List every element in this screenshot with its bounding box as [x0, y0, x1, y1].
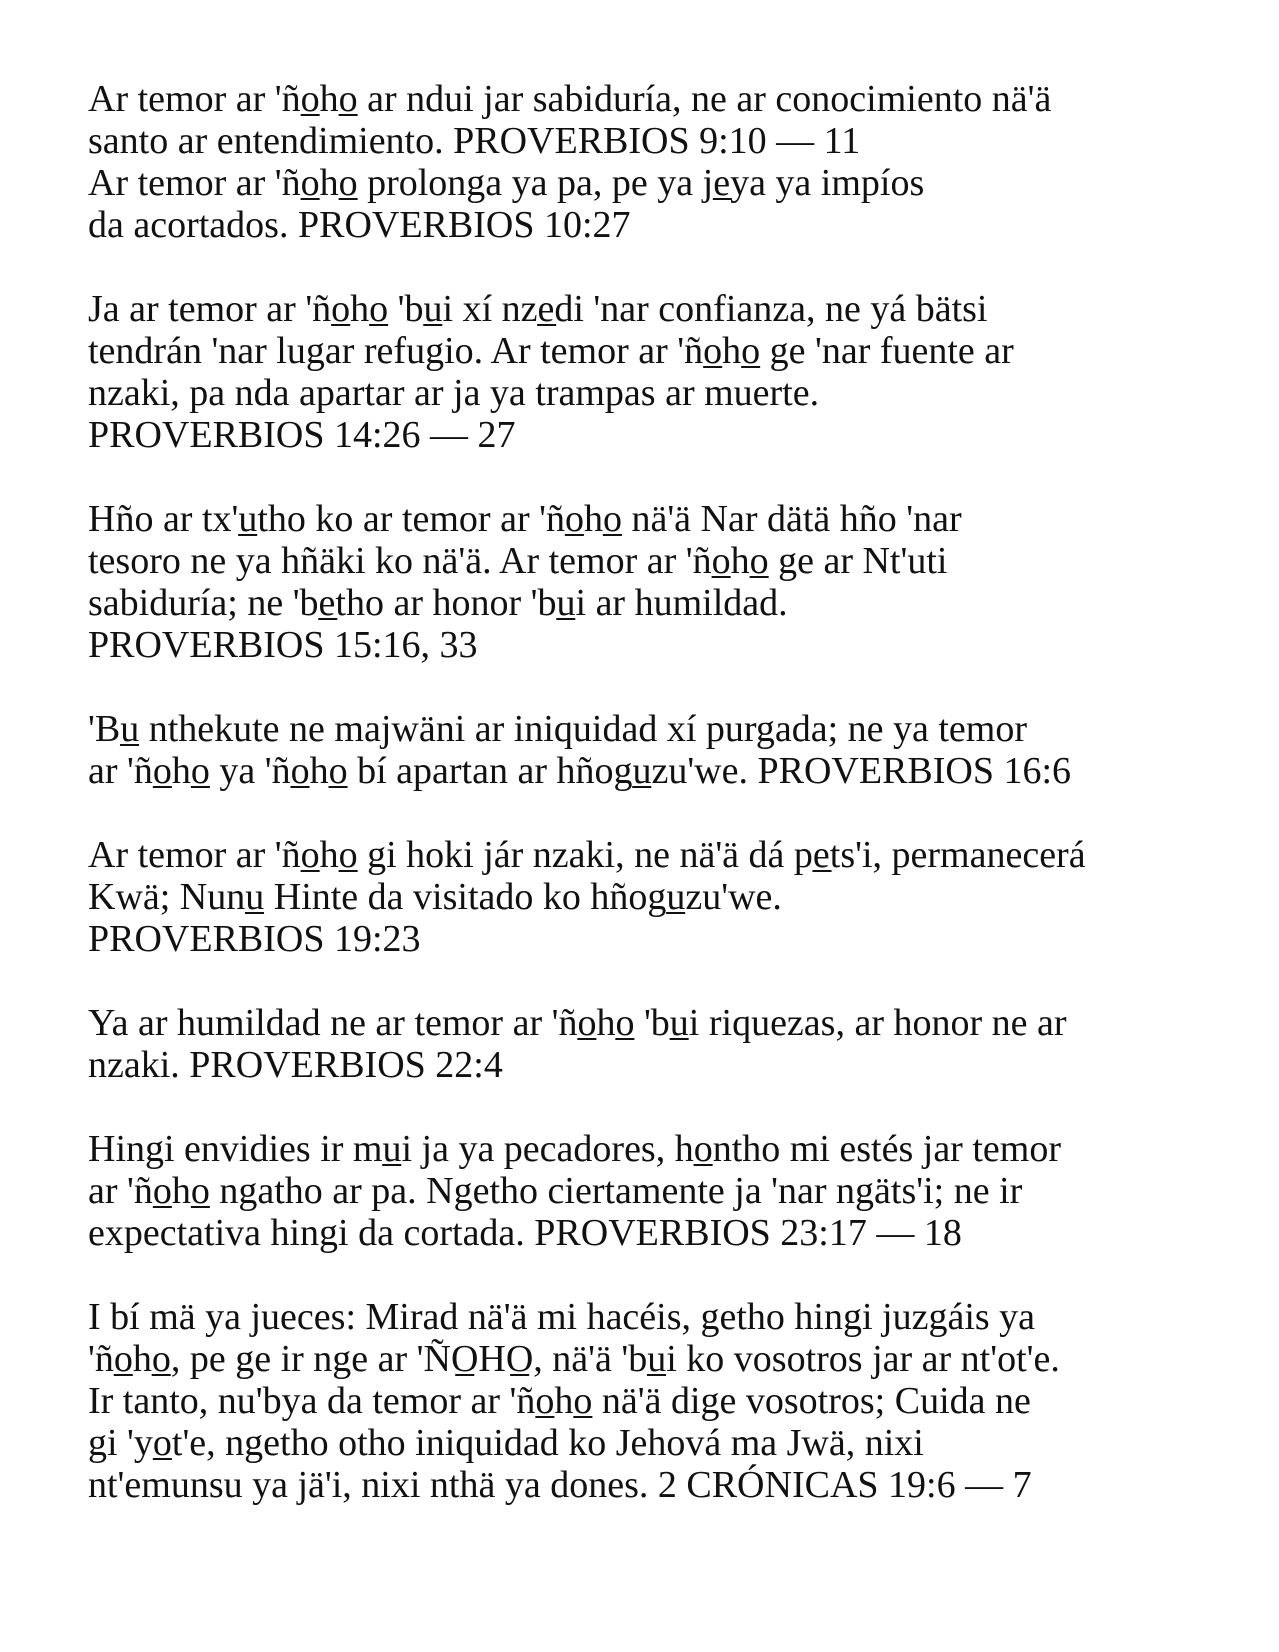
text-line: ar 'ño̲ho̲ ya 'ño̲ho̲ bí apartan ar hñogu̲zu'we. PROVERBIOS 16:6 — [88, 750, 1072, 792]
text-line: tesoro ne ya hñäki ko nä'ä. Ar temor ar 'ño̲ho̲ ge ar Nt'uti — [88, 540, 948, 582]
text-line: nt'emunsu ya jä'i, nixi nthä ya dones. 2 CRÓNICAS 19:6 — 7 — [88, 1464, 1032, 1506]
text-line: expectativa hingi da cortada. PROVERBIOS 23:17 — 18 — [88, 1212, 962, 1254]
paragraph-spacer — [88, 792, 1208, 834]
text-line: ar 'ño̲ho̲ ngatho ar pa. Ngetho ciertamente ja 'nar ngäts'i; ne ir — [88, 1170, 1023, 1212]
text-line: gi 'yo̲t'e, ngetho otho iniquidad ko Jehová ma Jwä, nixi — [88, 1422, 924, 1464]
paragraph-proverbios-16-6 — [88, 708, 1208, 792]
text-line: Hingi envidies ir mu̲i ja ya pecadores, ho̲ntho mi estés jar temor — [88, 1128, 1061, 1170]
paragraph-proverbios-15-16 — [88, 498, 1208, 666]
text-line: tendrán 'nar lugar refugio. Ar temor ar 'ño̲ho̲ ge 'nar fuente ar — [88, 330, 1014, 372]
paragraph-spacer — [88, 666, 1208, 708]
paragraph-2-cronicas-19-6 — [88, 1296, 1208, 1506]
document-page — [88, 78, 1208, 1506]
paragraph-proverbios-14-26 — [88, 288, 1208, 456]
paragraph-spacer — [88, 1086, 1208, 1128]
text-line: da acortados. PROVERBIOS 10:27 — [88, 204, 631, 246]
paragraph-spacer — [88, 246, 1208, 288]
text-line: Ar temor ar 'ño̲ho̲ ar ndui jar sabiduría, ne ar conocimiento nä'ä — [88, 78, 1052, 120]
paragraph-proverbios-9-10 — [88, 78, 1208, 246]
text-line: santo ar entendimiento. PROVERBIOS 9:10 — 11 — [88, 120, 861, 162]
paragraph-spacer — [88, 1254, 1208, 1296]
text-line: Ar temor ar 'ño̲ho̲ gi hoki jár nzaki, ne nä'ä dá pe̲ts'i, permanecerá — [88, 834, 1086, 876]
paragraph-proverbios-19-23 — [88, 834, 1208, 960]
text-line: PROVERBIOS 15:16, 33 — [88, 624, 478, 666]
text-line: nzaki. PROVERBIOS 22:4 — [88, 1044, 503, 1086]
paragraph-spacer — [88, 456, 1208, 498]
paragraph-proverbios-22-4 — [88, 1002, 1208, 1086]
text-line: 'ño̲ho̲, pe ge ir nge ar 'ÑO̲HO̲, nä'ä 'bu̲i ko vosotros jar ar nt'ot'e. — [88, 1338, 1060, 1380]
text-line: PROVERBIOS 19:23 — [88, 918, 421, 960]
text-line: sabiduría; ne 'be̲tho ar honor 'bu̲i ar humildad. — [88, 582, 788, 624]
paragraph-spacer — [88, 960, 1208, 1002]
text-line: Hño ar tx'u̲tho ko ar temor ar 'ño̲ho̲ nä'ä Nar dätä hño 'nar — [88, 498, 962, 540]
text-line: Kwä; Nunu̲ Hinte da visitado ko hñogu̲zu'we. — [88, 876, 782, 918]
text-line: Ja ar temor ar 'ño̲ho̲ 'bu̲i xí nze̲di 'nar confianza, ne yá bätsi — [88, 288, 988, 330]
text-line: Ar temor ar 'ño̲ho̲ prolonga ya pa, pe ya je̲ya ya impíos — [88, 162, 925, 204]
text-line: Ir tanto, nu'bya da temor ar 'ño̲ho̲ nä'ä dige vosotros; Cuida ne — [88, 1380, 1031, 1422]
text-line: PROVERBIOS 14:26 — 27 — [88, 414, 516, 456]
text-line: Ya ar humildad ne ar temor ar 'ño̲ho̲ 'bu̲i riquezas, ar honor ne ar — [88, 1002, 1067, 1044]
paragraph-proverbios-23-17 — [88, 1128, 1208, 1254]
text-line: I bí mä ya jueces: Mirad nä'ä mi hacéis, getho hingi juzgáis ya — [88, 1296, 1036, 1338]
text-line: 'Bu̲ nthekute ne majwäni ar iniquidad xí purgada; ne ya temor — [88, 708, 1027, 750]
text-line: nzaki, pa nda apartar ar ja ya trampas ar muerte. — [88, 372, 820, 414]
